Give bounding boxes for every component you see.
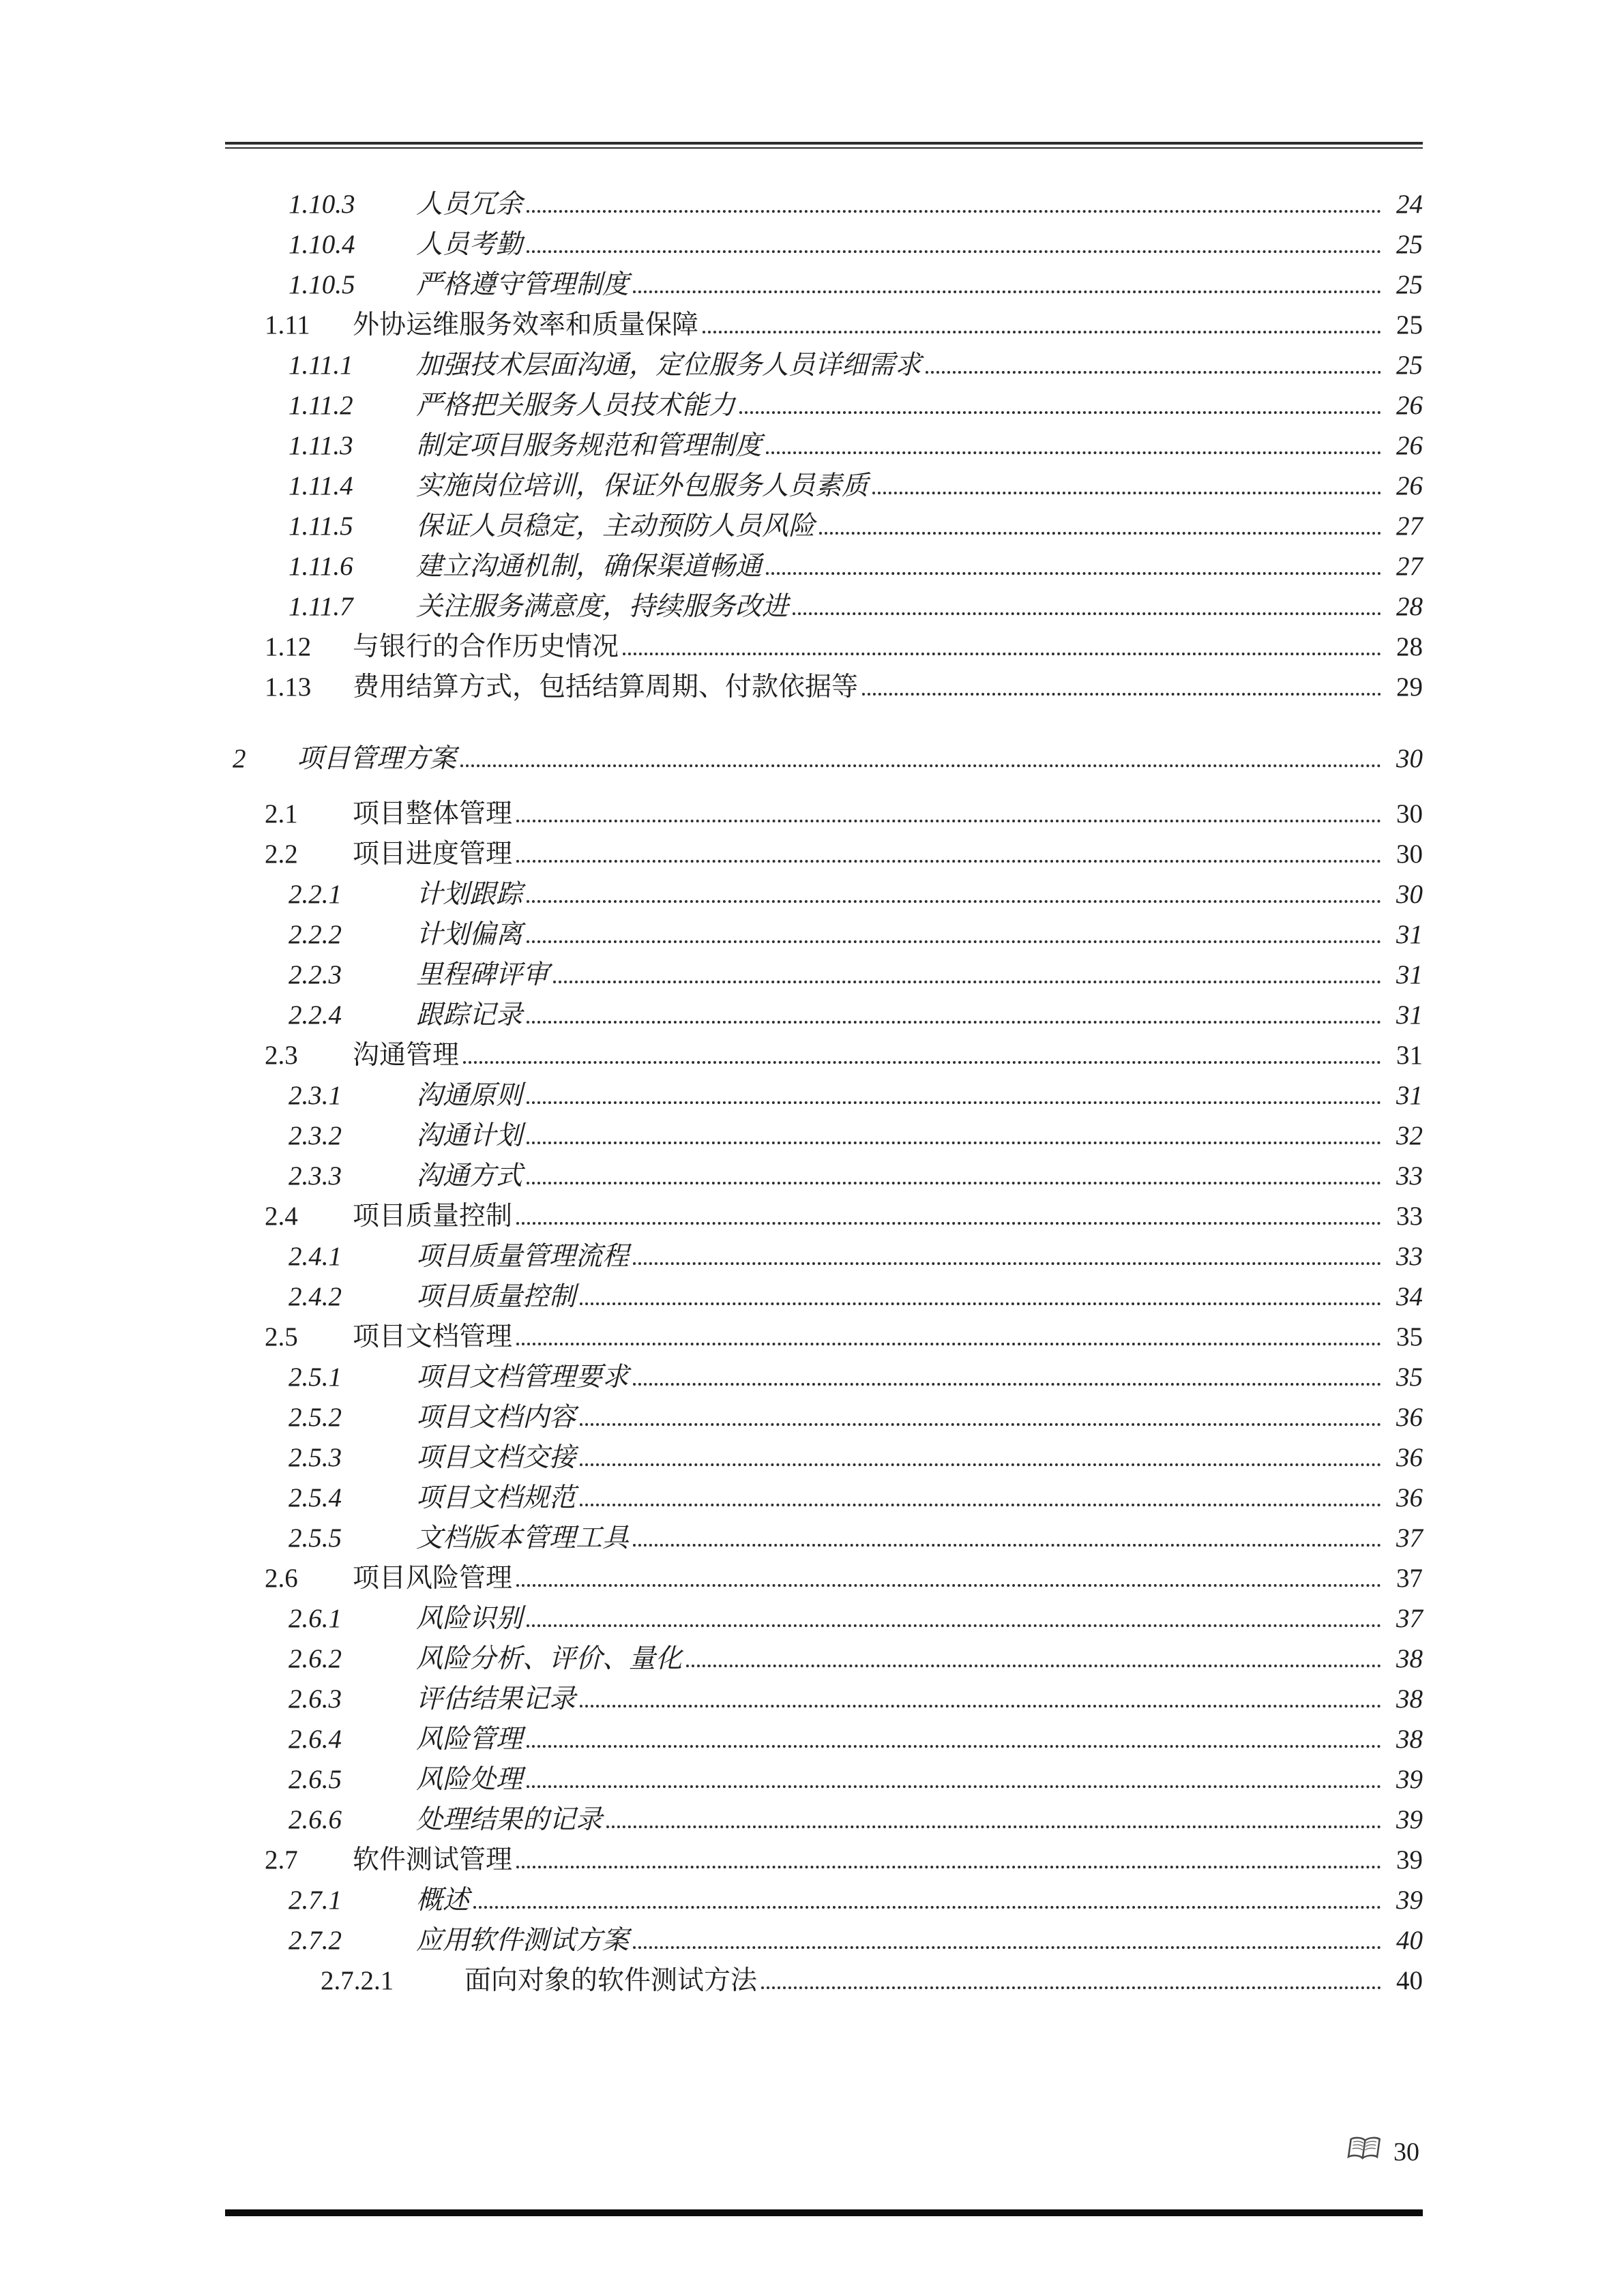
toc-entry[interactable] [225, 624, 1423, 664]
toc-entry-title: 评估结果记录 [416, 1684, 576, 1714]
toc-entry[interactable] [225, 1716, 1423, 1757]
header-rule [225, 142, 1423, 149]
toc-entry[interactable] [225, 1395, 1423, 1435]
toc-entry-number: 1.10.4 [289, 230, 355, 259]
dot-leader [516, 1866, 1381, 1868]
toc-entry-title: 沟通方式 [416, 1161, 523, 1191]
dot-leader [527, 250, 1381, 253]
toc-entry-title: 项目文档管理要求 [416, 1362, 630, 1392]
toc-entry[interactable] [225, 1314, 1423, 1354]
dot-leader [926, 371, 1381, 374]
toc-entry-title: 沟通计划 [416, 1121, 523, 1150]
dot-leader [633, 1262, 1381, 1265]
toc-entry-page: 28 [1396, 592, 1423, 621]
toc-entry-title: 沟通管理 [353, 1041, 460, 1070]
toc-entry-title: 风险处理 [416, 1765, 523, 1794]
toc-entry-title: 项目管理方案 [297, 744, 457, 773]
toc-entry-title: 人员考勤 [416, 230, 523, 259]
dot-leader [766, 572, 1381, 575]
toc-entry-number: 2.2.2 [289, 920, 342, 949]
toc-entry-title: 与银行的合作历史情况 [353, 632, 619, 661]
toc-entry[interactable] [225, 1475, 1423, 1515]
dot-leader [527, 1101, 1381, 1104]
toc-entry-title: 项目进度管理 [353, 839, 513, 869]
toc-entry-number: 1.10.3 [289, 190, 355, 219]
toc-entry-number: 2.3 [265, 1041, 298, 1070]
toc-entry-title: 计划跟踪 [416, 880, 523, 909]
toc-entry-number: 2.7 [265, 1845, 298, 1875]
toc-entry-page: 32 [1396, 1121, 1423, 1150]
toc-entry-page: 31 [1396, 1041, 1423, 1070]
toc-entry[interactable] [225, 543, 1423, 584]
dot-leader [580, 1463, 1381, 1466]
dot-leader [463, 1061, 1381, 1064]
toc-entry-page: 38 [1396, 1684, 1423, 1714]
toc-entry-page: 37 [1396, 1604, 1423, 1633]
toc-entry-title: 沟通原则 [416, 1081, 523, 1110]
toc-entry[interactable] [225, 664, 1423, 704]
toc-entry-number: 2.5.3 [289, 1443, 342, 1472]
dot-leader [580, 1504, 1381, 1506]
toc-entry[interactable] [225, 423, 1423, 463]
toc-entry-number: 2.2.3 [289, 960, 342, 989]
dot-leader [527, 1785, 1381, 1788]
toc-entry-title: 处理结果的记录 [416, 1805, 603, 1834]
toc-entry-number: 1.11.3 [289, 431, 353, 460]
toc-entry-title: 项目质量控制 [353, 1202, 513, 1231]
dot-leader [633, 290, 1381, 293]
toc-entry-page: 33 [1396, 1202, 1423, 1231]
dot-leader [516, 1584, 1381, 1587]
dot-leader [872, 492, 1381, 494]
dot-leader [580, 1705, 1381, 1708]
dot-leader [516, 1222, 1381, 1225]
toc-entry-number: 2.2.1 [289, 880, 342, 909]
toc-entry-page: 30 [1396, 839, 1423, 869]
dot-leader [793, 612, 1381, 615]
toc-entry-page: 36 [1396, 1483, 1423, 1512]
footer-page-number: 30 [1393, 2138, 1419, 2166]
toc-entry-number: 2.6.3 [289, 1684, 342, 1714]
toc-entry-number: 2.4 [265, 1202, 298, 1231]
dot-leader [633, 1544, 1381, 1547]
toc-entry-page: 31 [1396, 960, 1423, 989]
toc-entry[interactable] [225, 1797, 1423, 1837]
toc-entry-title: 项目文档内容 [416, 1403, 576, 1432]
toc-entry-page: 34 [1396, 1282, 1423, 1311]
toc-entry-number: 1.11.6 [289, 552, 353, 581]
dot-leader [527, 1624, 1381, 1627]
toc-entry-page: 27 [1396, 552, 1423, 581]
toc-entry-page: 33 [1396, 1161, 1423, 1191]
toc-entry-number: 2.6 [265, 1564, 298, 1593]
toc-entry-page: 31 [1396, 920, 1423, 949]
toc-entry[interactable] [225, 1958, 1423, 1998]
dot-leader [527, 210, 1381, 213]
toc-entry-title: 风险识别 [416, 1604, 523, 1633]
toc-entry[interactable] [225, 1193, 1423, 1234]
toc-entry-title: 概述 [416, 1885, 470, 1915]
toc-entry-page: 26 [1396, 431, 1423, 460]
toc-entry-number: 2.6.6 [289, 1805, 342, 1834]
dot-leader [527, 900, 1381, 903]
dot-leader [686, 1665, 1381, 1667]
dot-leader [516, 1343, 1381, 1345]
toc-entry-page: 25 [1396, 230, 1423, 259]
toc-entry-page: 38 [1396, 1725, 1423, 1754]
toc-entry-number: 2.7.2.1 [321, 1966, 394, 1995]
toc-entry-page: 26 [1396, 471, 1423, 501]
toc-entry-title: 项目文档规范 [416, 1483, 576, 1512]
toc-entry[interactable] [225, 262, 1423, 302]
toc-entry-number: 1.12 [265, 632, 312, 661]
toc-entry-title: 严格遵守管理制度 [416, 270, 630, 299]
dot-leader [527, 1745, 1381, 1748]
dot-leader [739, 411, 1381, 414]
toc-entry-number: 2.4.2 [289, 1282, 342, 1311]
toc-entry-page: 31 [1396, 1000, 1423, 1030]
toc-entry-number: 1.13 [265, 672, 312, 702]
toc-entry-page: 39 [1396, 1885, 1423, 1915]
toc-entry[interactable] [225, 736, 1423, 776]
toc-entry-title: 严格把关服务人员技术能力 [416, 391, 736, 420]
toc-entry-title: 制定项目服务规范和管理制度 [416, 431, 763, 460]
toc-entry[interactable] [225, 831, 1423, 871]
toc-entry-page: 35 [1396, 1362, 1423, 1392]
toc-entry-number: 2.5 [265, 1322, 298, 1352]
toc-entry-title: 加强技术层面沟通，定位服务人员详细需求 [416, 351, 922, 380]
toc-entry-number: 2.2 [265, 839, 298, 869]
toc-entry-page: 37 [1396, 1523, 1423, 1553]
toc-entry-number: 2.4.1 [289, 1242, 342, 1271]
toc-entry-page: 30 [1396, 799, 1423, 829]
toc-entry-number: 2.5.4 [289, 1483, 342, 1512]
toc-entry-number: 2.6.1 [289, 1604, 342, 1633]
toc-entry-number: 2.5.5 [289, 1523, 342, 1553]
toc-entry-page: 37 [1396, 1564, 1423, 1593]
toc-entry-number: 1.11.1 [289, 351, 353, 380]
toc-entry-number: 2.5.1 [289, 1362, 342, 1392]
toc-entry-number: 2.6.4 [289, 1725, 342, 1754]
dot-leader [633, 1383, 1381, 1386]
toc-entry-title: 应用软件测试方案 [416, 1926, 630, 1955]
toc-entry[interactable] [225, 1636, 1423, 1676]
toc-entry[interactable] [225, 1555, 1423, 1596]
toc-entry-page: 30 [1396, 880, 1423, 909]
toc-entry[interactable] [225, 584, 1423, 624]
page-footer [1347, 2136, 1419, 2168]
toc-entry-number: 2.6.5 [289, 1765, 342, 1794]
toc-entry[interactable] [225, 1435, 1423, 1475]
toc-entry-page: 31 [1396, 1081, 1423, 1110]
dot-leader [516, 820, 1381, 822]
toc-entry-number: 2.3.1 [289, 1081, 342, 1110]
dot-leader [766, 451, 1381, 454]
toc-entry-title: 项目质量管理流程 [416, 1242, 630, 1271]
dot-leader [460, 764, 1381, 767]
toc-entry-title: 项目文档交接 [416, 1443, 576, 1472]
toc-entry-number: 2.2.4 [289, 1000, 342, 1030]
dot-leader [553, 981, 1381, 983]
toc-entry-title: 软件测试管理 [353, 1845, 513, 1875]
toc-entry[interactable] [225, 871, 1423, 912]
toc-entry[interactable] [225, 181, 1423, 222]
dot-leader [606, 1825, 1381, 1828]
dot-leader [527, 1182, 1381, 1184]
toc-entry-number: 1.11.7 [289, 592, 353, 621]
toc-entry-page: 38 [1396, 1644, 1423, 1673]
toc-entry[interactable] [225, 1113, 1423, 1153]
toc-entry-title: 项目质量控制 [416, 1282, 576, 1311]
toc-entry[interactable] [225, 1073, 1423, 1113]
dot-leader [527, 1021, 1381, 1024]
toc-entry-title: 关注服务满意度，持续服务改进 [416, 592, 789, 621]
toc-entry[interactable] [225, 1032, 1423, 1073]
toc-entry[interactable] [225, 912, 1423, 952]
dot-leader [527, 940, 1381, 943]
toc-entry-page: 24 [1396, 190, 1423, 219]
toc-entry[interactable] [225, 1918, 1423, 1958]
toc-entry-title: 跟踪记录 [416, 1000, 523, 1030]
toc-entry-number: 2.1 [265, 799, 298, 829]
toc-entry-number: 2.3.2 [289, 1121, 342, 1150]
toc-entry-title: 项目整体管理 [353, 799, 513, 829]
toc-entry[interactable] [225, 503, 1423, 543]
toc-entry[interactable] [225, 1837, 1423, 1877]
toc-entry-number: 2.7.1 [289, 1885, 342, 1915]
dot-leader [516, 860, 1381, 863]
dot-leader [527, 1142, 1381, 1144]
toc-entry[interactable] [225, 342, 1423, 383]
toc-entry-page: 40 [1396, 1966, 1423, 1995]
toc-entry[interactable] [225, 1877, 1423, 1918]
toc-entry-number: 2.6.2 [289, 1644, 342, 1673]
toc-entry[interactable] [225, 1274, 1423, 1314]
toc-entry-title: 计划偏离 [416, 920, 523, 949]
open-book-icon [1345, 2136, 1383, 2168]
toc-entry-number: 1.11.4 [289, 471, 353, 501]
toc-entry-title: 项目文档管理 [353, 1322, 513, 1352]
toc-entry-title: 里程碑评审 [416, 960, 550, 989]
toc-entry[interactable] [225, 1153, 1423, 1193]
dot-leader [580, 1302, 1381, 1305]
toc-entry-number: 2.3.3 [289, 1161, 342, 1191]
toc-entry-number: 2.5.2 [289, 1403, 342, 1432]
toc-entry[interactable] [225, 463, 1423, 503]
toc-entry-title: 风险分析、评价、量化 [416, 1644, 683, 1673]
toc-entry-number: 2.7.2 [289, 1926, 342, 1955]
toc-entry[interactable] [225, 952, 1423, 992]
footer-rule [225, 2209, 1423, 2216]
dot-leader [580, 1423, 1381, 1426]
toc-entry-title: 人员冗余 [416, 190, 523, 219]
toc-entry[interactable] [225, 302, 1423, 342]
dot-leader [473, 1906, 1381, 1909]
toc-entry[interactable] [225, 222, 1423, 262]
dot-leader [761, 1986, 1381, 1989]
toc-entry-page: 35 [1396, 1322, 1423, 1352]
dot-leader [623, 653, 1381, 655]
toc-entry-number: 1.11.2 [289, 391, 353, 420]
toc-entry-title: 保证人员稳定，主动预防人员风险 [416, 511, 816, 541]
toc-entry-page: 39 [1396, 1765, 1423, 1794]
toc-entry[interactable] [225, 1354, 1423, 1395]
toc-entry-title: 项目风险管理 [353, 1564, 513, 1593]
toc-entry[interactable] [225, 1676, 1423, 1716]
toc-entry-page: 26 [1396, 391, 1423, 420]
toc-entry[interactable] [225, 1596, 1423, 1636]
toc-entry-page: 29 [1396, 672, 1423, 702]
toc-entry-title: 风险管理 [416, 1725, 523, 1754]
toc-entry-page: 39 [1396, 1845, 1423, 1875]
toc-entry[interactable] [225, 992, 1423, 1032]
dot-leader [862, 693, 1381, 696]
toc-entry[interactable] [225, 1234, 1423, 1274]
toc-entry-page: 39 [1396, 1805, 1423, 1834]
toc-entry-number: 1.10.5 [289, 270, 355, 299]
toc-entry-page: 25 [1396, 310, 1423, 340]
toc-entry-title: 面向对象的软件测试方法 [464, 1966, 758, 1995]
toc-entry-number: 1.11 [265, 310, 310, 340]
table-of-contents [225, 181, 1423, 1998]
toc-entry-page: 40 [1396, 1926, 1423, 1955]
toc-entry-page: 33 [1396, 1242, 1423, 1271]
toc-entry-title: 建立沟通机制，确保渠道畅通 [416, 552, 763, 581]
dot-leader [819, 532, 1381, 535]
dot-leader [703, 331, 1381, 333]
toc-entry-title: 费用结算方式，包括结算周期、付款依据等 [353, 672, 859, 702]
toc-entry-page: 30 [1396, 744, 1423, 773]
toc-entry-page: 28 [1396, 632, 1423, 661]
dot-leader [633, 1946, 1381, 1949]
toc-entry[interactable] [225, 383, 1423, 423]
toc-entry[interactable] [225, 1757, 1423, 1797]
toc-entry-page: 36 [1396, 1403, 1423, 1432]
toc-entry-page: 25 [1396, 351, 1423, 380]
toc-entry-title: 文档版本管理工具 [416, 1523, 630, 1553]
toc-entry-number: 2 [233, 744, 246, 773]
toc-entry-page: 27 [1396, 511, 1423, 541]
toc-entry-page: 36 [1396, 1443, 1423, 1472]
toc-entry-title: 实施岗位培训，保证外包服务人员素质 [416, 471, 869, 501]
toc-entry-number: 1.11.5 [289, 511, 353, 541]
toc-entry-page: 25 [1396, 270, 1423, 299]
toc-entry[interactable] [225, 791, 1423, 831]
toc-entry[interactable] [225, 1515, 1423, 1555]
toc-entry-title: 外协运维服务效率和质量保障 [353, 310, 699, 340]
